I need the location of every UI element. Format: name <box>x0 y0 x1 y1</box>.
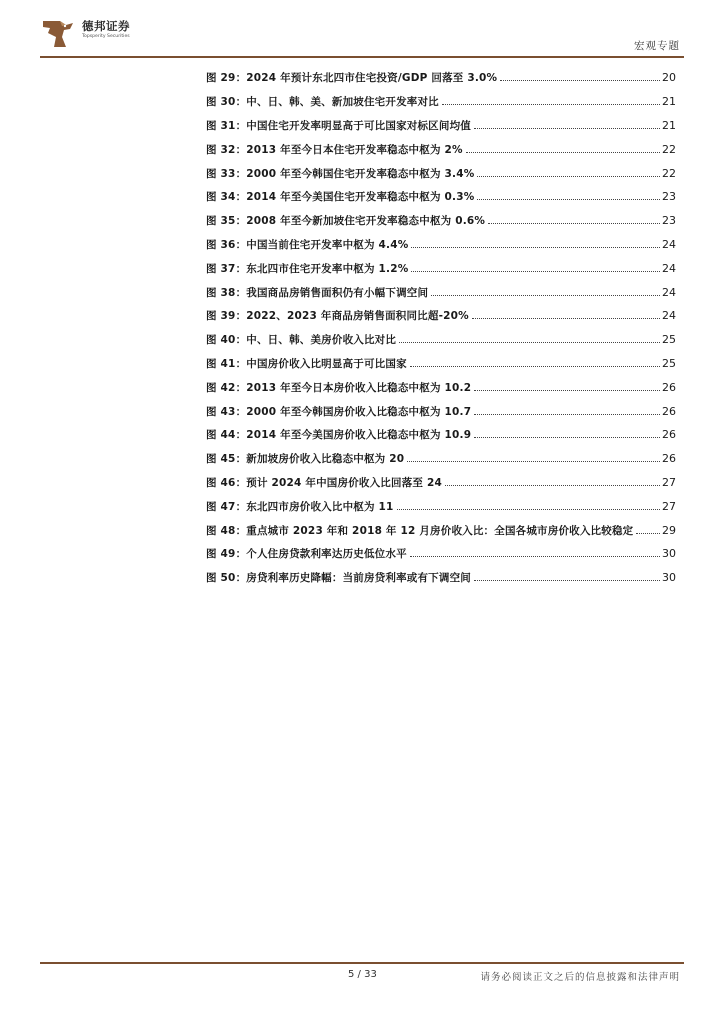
toc-dot-leader <box>445 485 660 486</box>
toc-entry-page: 23 <box>662 214 676 228</box>
toc-entry-label: 图 48：重点城市 2023 年和 2018 年 12 月房价收入比：全国各城市房价收入比较稳定 <box>206 524 634 537</box>
toc-entry-label: 图 38：我国商品房销售面积仍有小幅下调空间 <box>206 286 429 299</box>
toc-entry[interactable] <box>206 137 676 161</box>
footer-divider <box>40 962 684 964</box>
toc-entry-page: 25 <box>662 333 676 347</box>
toc-entry[interactable] <box>206 185 676 209</box>
toc-entry[interactable] <box>206 233 676 257</box>
toc-entry[interactable] <box>206 566 676 590</box>
toc-dot-leader <box>410 556 660 557</box>
toc-dot-leader <box>411 271 660 272</box>
toc-entry-label: 图 49：个人住房贷款利率达历史低位水平 <box>206 548 407 561</box>
toc-entry[interactable] <box>206 352 676 376</box>
toc-entry[interactable] <box>206 161 676 185</box>
toc-entry-label: 图 46：预计 2024 年中国房价收入比回落至 24 <box>206 476 442 489</box>
toc-entry-label: 图 44：2014 年至今美国房价收入比稳态中枢为 10.9 <box>206 429 472 442</box>
toc-dot-leader <box>407 461 660 462</box>
toc-dot-leader <box>474 580 660 581</box>
company-logo <box>40 17 170 51</box>
toc-entry-page: 24 <box>662 237 676 251</box>
toc-entry-page: 22 <box>662 142 676 156</box>
toc-entry-label: 图 43：2000 年至今韩国房价收入比稳态中枢为 10.7 <box>206 405 472 418</box>
toc-dot-leader <box>431 295 660 296</box>
toc-entry-page: 26 <box>662 428 676 442</box>
toc-entry-page: 30 <box>662 571 676 585</box>
toc-dot-leader <box>474 128 660 129</box>
toc-entry-label: 图 30：中、日、韩、美、新加坡住宅开发率对比 <box>206 96 439 109</box>
toc-entry-page: 24 <box>662 261 676 275</box>
logo-brand-en: Topsperity Securities <box>82 34 130 39</box>
toc-entry-page: 26 <box>662 380 676 394</box>
toc-entry-label: 图 32：2013 年至今日本住宅开发率稳态中枢为 2% <box>206 143 463 156</box>
toc-dot-leader <box>442 104 660 105</box>
toc-dot-leader <box>472 318 660 319</box>
toc-entry[interactable] <box>206 518 676 542</box>
toc-dot-leader <box>474 414 660 415</box>
toc-entry[interactable] <box>206 114 676 138</box>
toc-entry[interactable] <box>206 304 676 328</box>
toc-entry-label: 图 35：2008 年至今新加坡住宅开发率稳态中枢为 0.6% <box>206 215 486 228</box>
logo-brand-cn: 德邦证券 <box>82 19 130 33</box>
toc-dot-leader <box>466 152 660 153</box>
footer-disclaimer: 请务必阅读正文之后的信息披露和法律声明 <box>480 972 680 983</box>
toc-entry[interactable] <box>206 494 676 518</box>
toc-dot-leader <box>477 176 660 177</box>
toc-entry-page: 24 <box>662 285 676 299</box>
page-header <box>0 0 724 60</box>
toc-entry[interactable] <box>206 90 676 114</box>
toc-entry[interactable] <box>206 542 676 566</box>
toc-entry[interactable] <box>206 423 676 447</box>
toc-entry[interactable] <box>206 66 676 90</box>
toc-entry-label: 图 36：中国当前住宅开发率中枢为 4.4% <box>206 238 409 251</box>
toc-dot-leader <box>636 533 660 534</box>
toc-entry[interactable] <box>206 328 676 352</box>
toc-entry-page: 23 <box>662 190 676 204</box>
toc-dot-leader <box>500 80 660 81</box>
toc-dot-leader <box>474 437 660 438</box>
toc-entry[interactable] <box>206 280 676 304</box>
toc-entry-page: 30 <box>662 547 676 561</box>
figure-list <box>206 66 676 590</box>
toc-entry-label: 图 39：2022、2023 年商品房销售面积同比超-20% <box>206 310 469 323</box>
toc-entry-page: 21 <box>662 118 676 132</box>
toc-entry-label: 图 31：中国住宅开发率明显高于可比国家对标区间均值 <box>206 119 471 132</box>
toc-entry-label: 图 34：2014 年至今美国住宅开发率稳态中枢为 0.3% <box>206 191 475 204</box>
toc-entry-page: 24 <box>662 309 676 323</box>
toc-entry[interactable] <box>206 256 676 280</box>
toc-dot-leader <box>411 247 660 248</box>
toc-entry-page: 27 <box>662 475 676 489</box>
toc-entry-label: 图 47：东北四市房价收入比中枢为 11 <box>206 500 394 513</box>
toc-dot-leader <box>397 509 660 510</box>
toc-dot-leader <box>399 342 660 343</box>
toc-entry-label: 图 29：2024 年预计东北四市住宅投资/GDP 回落至 3.0% <box>206 72 498 85</box>
section-title: 宏观专题 <box>634 40 680 52</box>
toc-dot-leader <box>410 366 660 367</box>
toc-entry-label: 图 40：中、日、韩、美房价收入比对比 <box>206 334 397 347</box>
toc-entry-label: 图 33：2000 年至今韩国住宅开发率稳态中枢为 3.4% <box>206 167 475 180</box>
toc-entry[interactable] <box>206 375 676 399</box>
toc-entry[interactable] <box>206 471 676 495</box>
toc-entry-page: 29 <box>662 523 676 537</box>
page-number: 5 / 33 <box>348 969 377 980</box>
toc-entry-page: 26 <box>662 452 676 466</box>
toc-entry-label: 图 41：中国房价收入比明显高于可比国家 <box>206 357 407 370</box>
toc-entry[interactable] <box>206 447 676 471</box>
toc-entry-page: 22 <box>662 166 676 180</box>
toc-entry-label: 图 37：东北四市住宅开发率中枢为 1.2% <box>206 262 409 275</box>
toc-entry-label: 图 50：房贷利率历史降幅：当前房贷利率或有下调空间 <box>206 572 471 585</box>
toc-entry-page: 26 <box>662 404 676 418</box>
header-divider <box>40 56 684 58</box>
toc-dot-leader <box>477 199 660 200</box>
toc-entry[interactable] <box>206 209 676 233</box>
toc-entry-label: 图 45：新加坡房价收入比稳态中枢为 20 <box>206 453 405 466</box>
toc-dot-leader <box>488 223 660 224</box>
toc-entry-page: 27 <box>662 499 676 513</box>
logo-mark-icon <box>40 17 78 51</box>
toc-dot-leader <box>474 390 660 391</box>
toc-entry-page: 21 <box>662 95 676 109</box>
toc-entry-page: 20 <box>662 71 676 85</box>
toc-entry-label: 图 42：2013 年至今日本房价收入比稳态中枢为 10.2 <box>206 381 472 394</box>
toc-entry[interactable] <box>206 399 676 423</box>
toc-entry-page: 25 <box>662 356 676 370</box>
